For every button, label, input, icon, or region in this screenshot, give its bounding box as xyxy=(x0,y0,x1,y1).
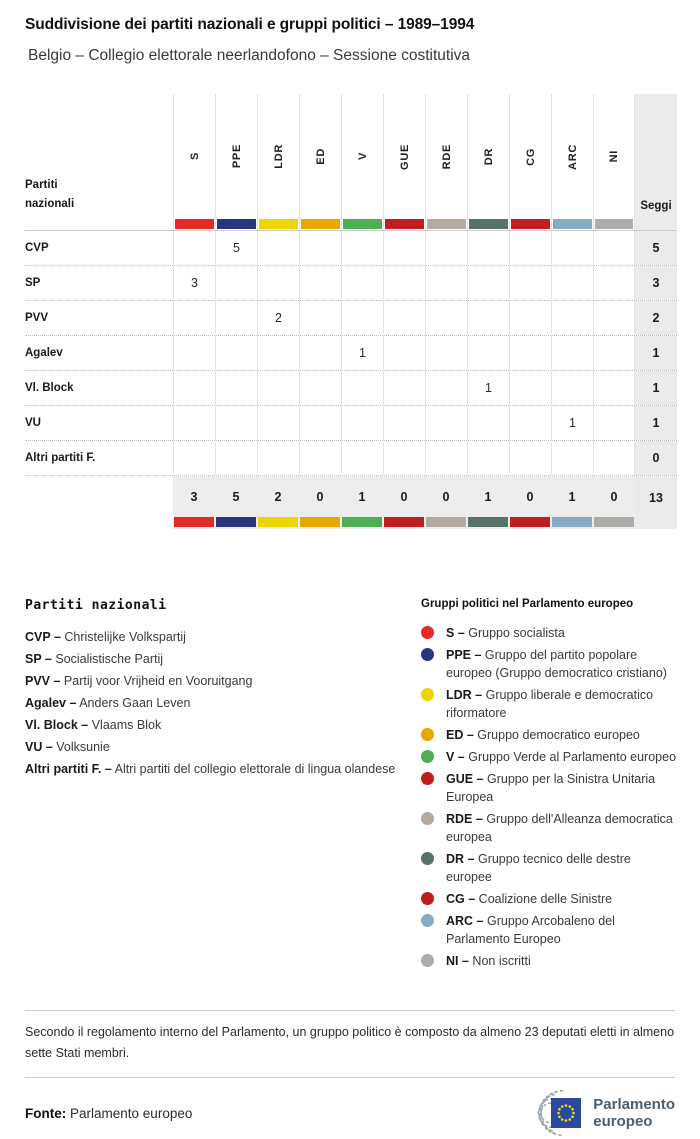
group-color-bar xyxy=(553,219,592,229)
table-cell xyxy=(299,336,341,370)
party-label: Altri partiti F. xyxy=(25,452,96,464)
table-cell: 3 xyxy=(173,266,215,300)
party-label: VU xyxy=(25,417,41,429)
group-color-dot xyxy=(421,852,434,865)
legend-item: NI – Non iscritti xyxy=(421,952,677,970)
seats-table xyxy=(25,94,677,529)
table-cell xyxy=(341,371,383,405)
column-header-ni: NI xyxy=(593,94,635,219)
table-cell xyxy=(299,301,341,335)
group-color-bar xyxy=(175,219,214,229)
column-header-ldr: LDR xyxy=(257,94,299,219)
table-cell xyxy=(509,441,551,475)
legend-item: PVV – Partij voor Vrijheid en Vooruitgang xyxy=(25,674,253,688)
table-cell xyxy=(257,266,299,300)
seats-cell: 3 xyxy=(635,266,677,300)
group-color-bar xyxy=(384,517,424,527)
table-cell xyxy=(593,266,635,300)
table-cell xyxy=(215,266,257,300)
totals-cell: 1 xyxy=(551,476,593,529)
table-cell xyxy=(509,406,551,440)
group-color-bar xyxy=(469,219,508,229)
column-header-cg: CG xyxy=(509,94,551,219)
source-line: Fonte: Parlamento europeo xyxy=(25,1105,193,1121)
table-cell xyxy=(341,441,383,475)
group-color-dot xyxy=(421,954,434,967)
group-color-bar xyxy=(216,517,256,527)
seats-cell: 5 xyxy=(635,231,677,265)
table-cell xyxy=(593,406,635,440)
table-cell xyxy=(425,406,467,440)
table-cell xyxy=(509,371,551,405)
legend-section xyxy=(25,598,677,974)
table-cell xyxy=(467,336,509,370)
table-cell xyxy=(593,371,635,405)
table-cell xyxy=(341,231,383,265)
table-cell xyxy=(593,301,635,335)
group-color-dot xyxy=(421,750,434,763)
table-cell xyxy=(215,371,257,405)
seats-cell: 1 xyxy=(635,406,677,440)
group-color-bar xyxy=(552,517,592,527)
totals-cell: 0 xyxy=(425,476,467,529)
table-cell xyxy=(383,371,425,405)
group-color-dot xyxy=(421,772,434,785)
seats-cell: 0 xyxy=(635,441,677,475)
table-cell xyxy=(299,266,341,300)
table-cell xyxy=(299,406,341,440)
table-cell xyxy=(467,231,509,265)
table-cell xyxy=(215,406,257,440)
totals-cell: 5 xyxy=(215,476,257,529)
legend-item: ARC – Gruppo Arcobaleno del Parlamento Europeo xyxy=(421,912,677,948)
group-color-dot xyxy=(421,688,434,701)
group-color-dot xyxy=(421,812,434,825)
totals-cell: 0 xyxy=(509,476,551,529)
table-cell xyxy=(383,406,425,440)
totals-cell: 1 xyxy=(467,476,509,529)
european-parliament-logo xyxy=(511,1090,675,1136)
legend-item: LDR – Gruppo liberale e democratico riformatore xyxy=(421,686,677,722)
column-header-ppe: PPE xyxy=(215,94,257,219)
seats-cell: 1 xyxy=(635,371,677,405)
table-cell xyxy=(509,301,551,335)
totals-cell: 0 xyxy=(593,476,635,529)
group-color-dot xyxy=(421,892,434,905)
table-row xyxy=(25,266,677,301)
totals-row xyxy=(25,476,677,529)
table-cell: 2 xyxy=(257,301,299,335)
table-cell xyxy=(215,441,257,475)
table-cell xyxy=(257,371,299,405)
totals-cell: 0 xyxy=(299,476,341,529)
seats-cell: 1 xyxy=(635,336,677,370)
table-cell xyxy=(467,441,509,475)
column-header-rde: RDE xyxy=(425,94,467,219)
table-cell xyxy=(173,231,215,265)
legend-item: SP – Socialistische Partij xyxy=(25,652,164,666)
group-color-bar xyxy=(511,219,550,229)
table-cell xyxy=(383,266,425,300)
table-cell xyxy=(509,336,551,370)
party-label: Agalev xyxy=(25,347,63,359)
political-groups-legend xyxy=(421,598,677,974)
table-cell xyxy=(467,266,509,300)
group-color-bar xyxy=(595,219,633,229)
seats-cell: 2 xyxy=(635,301,677,335)
table-cell xyxy=(257,406,299,440)
table-cell: 1 xyxy=(467,371,509,405)
group-color-dot xyxy=(421,914,434,927)
table-cell xyxy=(299,231,341,265)
group-color-bar xyxy=(427,219,466,229)
table-cell xyxy=(173,441,215,475)
table-row xyxy=(25,371,677,406)
table-cell xyxy=(341,266,383,300)
table-header-row xyxy=(25,94,677,219)
column-header-gue: GUE xyxy=(383,94,425,219)
logo-wordmark: Parlamento europeo xyxy=(593,1096,675,1130)
legend-item: DR – Gruppo tecnico delle destre europee xyxy=(421,850,677,886)
group-color-bar xyxy=(468,517,508,527)
political-groups-legend-title: Gruppi politici nel Parlamento europeo xyxy=(421,598,634,610)
legend-item: CVP – Christelijke Volkspartij xyxy=(25,630,186,644)
column-header-dr: DR xyxy=(467,94,509,219)
legend-item: PPE – Gruppo del partito popolare europeo (Gruppo democratico cristiano) xyxy=(421,646,677,682)
table-cell xyxy=(593,231,635,265)
footnote: Secondo il regolamento interno del Parlamento, un gruppo politico è composto da almeno 23 deputati eletti in almeno sette Stati membri. xyxy=(25,1010,675,1078)
group-color-bar xyxy=(174,517,214,527)
column-header-s: S xyxy=(173,94,215,219)
column-header-v: V xyxy=(341,94,383,219)
totals-cell: 3 xyxy=(173,476,215,529)
table-cell xyxy=(551,336,593,370)
totals-seats-cell: 13 xyxy=(635,476,677,529)
table-cell xyxy=(509,266,551,300)
table-cell xyxy=(593,336,635,370)
table-cell xyxy=(215,301,257,335)
table-cell xyxy=(299,441,341,475)
group-color-bar xyxy=(258,517,298,527)
legend-item: GUE – Gruppo per la Sinistra Unitaria Europea xyxy=(421,770,677,806)
group-color-bar xyxy=(510,517,550,527)
table-cell xyxy=(551,266,593,300)
party-label: CVP xyxy=(25,242,49,254)
table-cell xyxy=(341,406,383,440)
table-cell xyxy=(509,231,551,265)
group-color-bar xyxy=(426,517,466,527)
table-cell xyxy=(215,336,257,370)
table-cell xyxy=(173,301,215,335)
table-cell xyxy=(593,441,635,475)
table-cell xyxy=(341,301,383,335)
legend-item: Altri partiti F. – Altri partiti del collegio elettorale di lingua olandese xyxy=(25,762,396,776)
table-row xyxy=(25,231,677,266)
table-cell xyxy=(257,441,299,475)
table-cell xyxy=(173,406,215,440)
column-header-arc: ARC xyxy=(551,94,593,219)
group-color-bar xyxy=(343,219,382,229)
group-color-dot xyxy=(421,728,434,741)
corner-header-label: Partiti nazionali xyxy=(25,179,75,210)
seats-column-header: Seggi xyxy=(635,94,677,219)
table-row xyxy=(25,301,677,336)
legend-item: VU – Volksunie xyxy=(25,740,110,754)
page-subtitle: Belgio – Collegio elettorale neerlandofono – Sessione costitutiva xyxy=(28,47,471,64)
column-header-ed: ED xyxy=(299,94,341,219)
table-row xyxy=(25,406,677,441)
legend-item: S – Gruppo socialista xyxy=(421,624,677,642)
table-cell: 1 xyxy=(341,336,383,370)
legend-item: CG – Coalizione delle Sinistre xyxy=(421,890,677,908)
group-color-bar xyxy=(301,219,340,229)
table-row xyxy=(25,441,677,476)
group-color-bar xyxy=(217,219,256,229)
table-cell xyxy=(173,371,215,405)
table-cell xyxy=(551,441,593,475)
group-color-bar xyxy=(300,517,340,527)
table-cell xyxy=(257,336,299,370)
table-cell xyxy=(383,231,425,265)
table-cell: 5 xyxy=(215,231,257,265)
party-label: Vl. Block xyxy=(25,382,74,394)
group-color-bar xyxy=(342,517,382,527)
totals-cell: 1 xyxy=(341,476,383,529)
legend-item: RDE – Gruppo dell'Alleanza democratica europea xyxy=(421,810,677,846)
table-cell xyxy=(467,301,509,335)
parliament-hemicycle-icon xyxy=(511,1090,585,1136)
table-cell xyxy=(467,406,509,440)
table-cell: 1 xyxy=(551,406,593,440)
group-color-bars-row xyxy=(25,219,677,231)
table-cell xyxy=(551,301,593,335)
legend-item: Vl. Block – Vlaams Blok xyxy=(25,718,162,732)
table-cell xyxy=(425,301,467,335)
national-parties-legend-title: Partiti nazionali xyxy=(25,598,167,613)
table-cell xyxy=(425,231,467,265)
table-cell xyxy=(425,371,467,405)
group-color-bar xyxy=(594,517,634,527)
footer xyxy=(25,1090,675,1136)
group-color-bar xyxy=(259,219,298,229)
table-cell xyxy=(383,301,425,335)
table-cell xyxy=(299,371,341,405)
table-cell xyxy=(173,336,215,370)
table-cell xyxy=(425,266,467,300)
legend-item: V – Gruppo Verde al Parlamento europeo xyxy=(421,748,677,766)
totals-cell: 0 xyxy=(383,476,425,529)
table-cell xyxy=(551,371,593,405)
totals-cell: 2 xyxy=(257,476,299,529)
national-parties-legend xyxy=(25,598,409,974)
table-cell xyxy=(383,441,425,475)
page-title: Suddivisione dei partiti nazionali e gruppi politici – 1989–1994 xyxy=(25,16,475,33)
legend-item: Agalev – Anders Gaan Leven xyxy=(25,696,191,710)
party-label: SP xyxy=(25,277,41,289)
legend-item: ED – Gruppo democratico europeo xyxy=(421,726,677,744)
table-cell xyxy=(425,336,467,370)
table-cell xyxy=(425,441,467,475)
group-color-dot xyxy=(421,648,434,661)
party-label: PVV xyxy=(25,312,49,324)
table-cell xyxy=(257,231,299,265)
group-color-dot xyxy=(421,626,434,639)
corner-header-cell xyxy=(25,94,173,219)
table-row xyxy=(25,336,677,371)
table-cell xyxy=(551,231,593,265)
group-color-bar xyxy=(385,219,424,229)
table-cell xyxy=(383,336,425,370)
